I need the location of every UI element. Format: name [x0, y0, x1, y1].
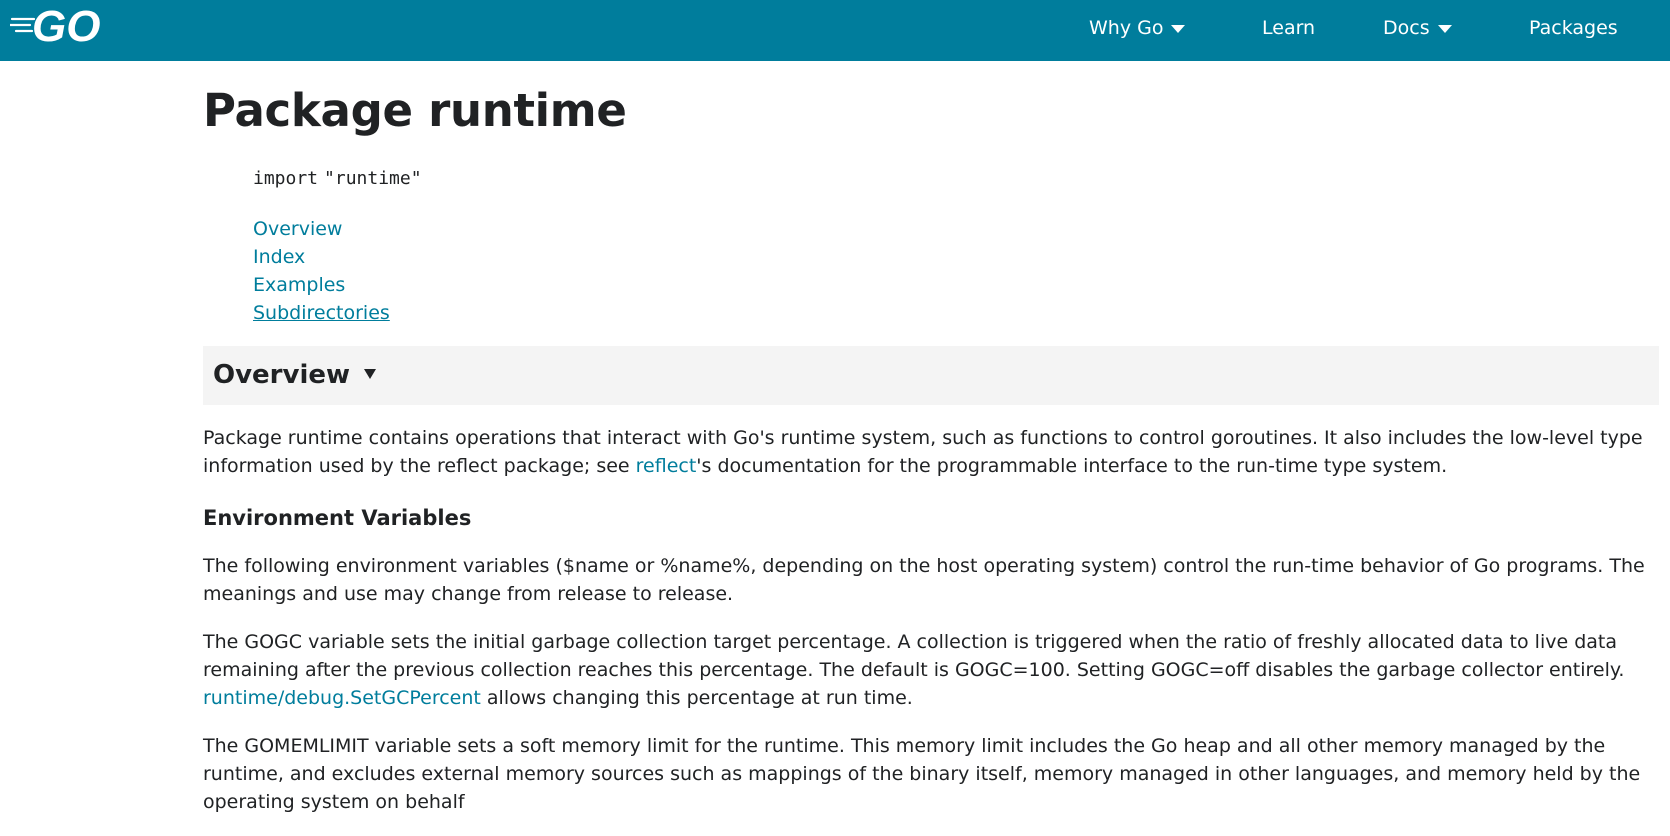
- nav-packages[interactable]: [1529, 0, 1618, 56]
- go-logo-icon[interactable]: [10, 5, 114, 47]
- nav-packages-label: Packages: [1529, 17, 1618, 39]
- caret-down-icon: [1438, 25, 1452, 33]
- toc-item: [253, 244, 390, 272]
- import-statement: [253, 168, 422, 189]
- page-title: Package runtime: [203, 84, 627, 137]
- toc-link-examples[interactable]: Examples: [253, 274, 346, 296]
- reflect-link[interactable]: reflect: [635, 455, 697, 477]
- logo-text: GO: [32, 5, 101, 47]
- overview-toggle[interactable]: [213, 360, 376, 390]
- intro-text-start: Package runtime contains operations that interact with Go's runtime system, such as functions to control goroutines. It also includes the low-level type information used by the reflect package; see: [203, 427, 1643, 477]
- nav-why-go[interactable]: [1089, 0, 1185, 56]
- triangle-down-icon: [364, 369, 376, 379]
- gogc-text-end: allows changing this percentage at run time.: [480, 687, 913, 709]
- toc-link-subdirectories[interactable]: Subdirectories: [253, 302, 390, 324]
- import-keyword: import: [253, 168, 319, 189]
- nav-docs[interactable]: [1383, 0, 1452, 56]
- table-of-contents: [253, 216, 390, 328]
- top-navigation-bar: [0, 0, 1670, 61]
- gogc-text-start: The GOGC variable sets the initial garbage collection target percentage. A collection is triggered when the ratio of freshly allocated data to live data remaining after the previous collection reaches this percentage. The default is GOGC=100. Setting GOGC=off disables the garbage collector entirely.: [203, 631, 1625, 681]
- nav-learn[interactable]: [1262, 0, 1315, 56]
- toc-link-index[interactable]: Index: [253, 246, 306, 268]
- nav-learn-label: Learn: [1262, 17, 1316, 39]
- toc-item: [253, 216, 390, 244]
- overview-intro-paragraph: [203, 424, 1653, 480]
- gogc-paragraph: [203, 628, 1653, 712]
- toc-item: [253, 300, 390, 328]
- import-path: "runtime": [324, 168, 422, 189]
- nav-why-go-label: Why Go: [1089, 17, 1164, 39]
- toc-item: [253, 272, 390, 300]
- toc-link-overview[interactable]: Overview: [253, 218, 343, 240]
- setgcpercent-link[interactable]: runtime/debug.SetGCPercent: [203, 687, 481, 709]
- nav-docs-label: Docs: [1383, 17, 1430, 39]
- caret-down-icon: [1171, 25, 1185, 33]
- env-variables-heading: Environment Variables: [203, 506, 472, 530]
- env-variables-paragraph: The following environment variables ($name or %name%, depending on the host operating system) control the run-time behavior of Go programs. The meanings and use may change from release to release.: [203, 555, 1645, 605]
- overview-heading: Overview: [213, 360, 351, 390]
- overview-section-header: [203, 346, 1659, 405]
- intro-text-end: 's documentation for the programmable interface to the run-time type system.: [696, 455, 1448, 477]
- gomemlimit-paragraph: The GOMEMLIMIT variable sets a soft memory limit for the runtime. This memory limit includes the Go heap and all other memory managed by the runtime, and excludes external memory sources such as mappings of the binary itself, memory managed in other languages, and memory held by the operating system on behalf: [203, 735, 1641, 813]
- overview-content: [203, 424, 1653, 836]
